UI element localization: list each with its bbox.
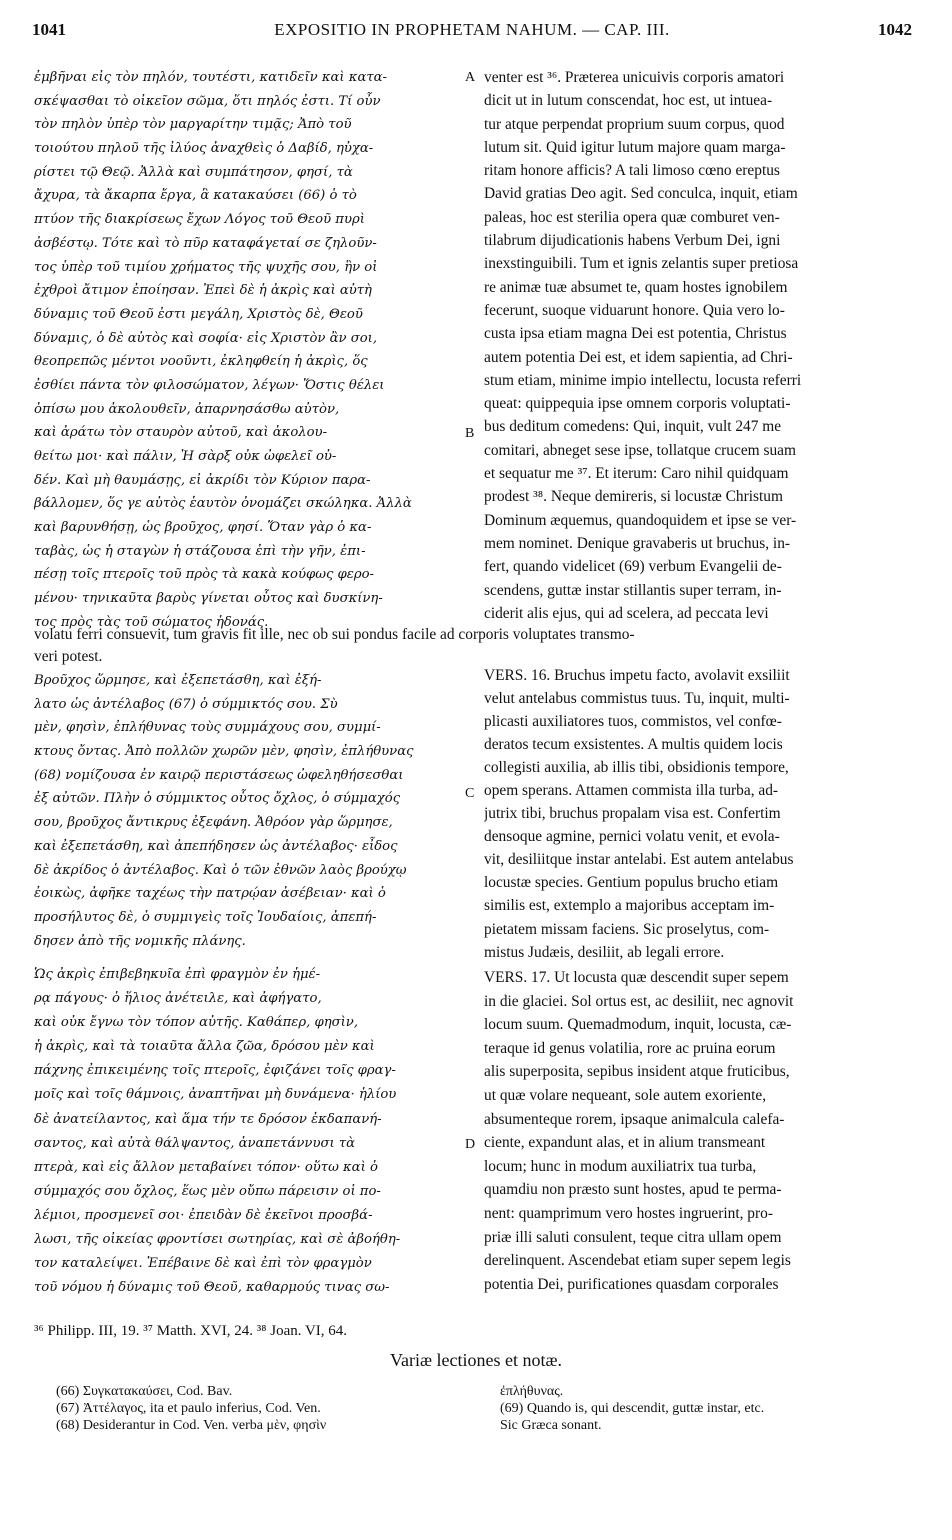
variae-left-column bbox=[56, 1383, 476, 1434]
text-line: stum etiam, minime impio intellectu, locusta referri bbox=[484, 371, 802, 389]
text-line: jutrix tibi, bruchus propalam visa est. Confertim bbox=[484, 805, 781, 823]
text-line: σου, βροῦχος ἄντικρυς ἐξεφάνη. Ἀθρόον γὰρ ὥρμησε, bbox=[34, 815, 393, 831]
latin-column-block-1 bbox=[484, 66, 914, 625]
text-line: VERS. 16. Bruchus impetu facto, avolavit exsiliit bbox=[484, 667, 790, 684]
text-line: (68) νομίζουσα ἐν καιρῷ περιστάσεως ὠφεληθήσεσθαι bbox=[34, 767, 404, 783]
text-line: volatu ferri consuevit, tum gravis fit ille, nec ob sui pondus facile ad corporis voluptates transmo- bbox=[34, 626, 635, 643]
text-line: custa ipsa etiam magna Dei est potentia, Christus bbox=[484, 325, 787, 343]
text-line: ἐοικὼς, ἀφῆκε ταχέως τὴν πατρῴαν ἀσέβειαν· καὶ ὁ bbox=[34, 886, 386, 902]
text-line: dicit ut in lutum conscendat, hoc est, ut intuea- bbox=[484, 92, 773, 110]
greek-column-block-2 bbox=[34, 669, 462, 953]
text-line: πέσῃ τοῖς πτεροῖς τοῦ πρὸς τὰ κακὰ κούφως φερο- bbox=[34, 567, 375, 583]
text-line: alis superposita, sepibus insident atque fruticibus, bbox=[484, 1063, 790, 1081]
text-line: nent: quamprimum vero hostes ingruerint, pro- bbox=[484, 1204, 773, 1222]
text-line: derelinquent. Ascendebat etiam super sepem legis bbox=[484, 1252, 791, 1270]
text-line: similis est, extemplo a majoribus acceptam im- bbox=[484, 897, 775, 915]
full-width-continuation bbox=[34, 624, 914, 668]
margin-letter-b: B bbox=[465, 426, 475, 441]
text-line: et sequatur me ³⁷. Et iterum: Caro nihil quidquam bbox=[484, 465, 789, 483]
text-line: μένου· τηνικαῦτα βαρὺς γίνεται οὗτος καὶ δυσκίνη- bbox=[34, 591, 383, 607]
text-line: τος ὑπὲρ τοῦ τιμίου χρήματος τῆς ψυχῆς σου, ἣν οἱ bbox=[34, 259, 378, 275]
text-line: ἐχθροὶ ἄτιμον ἐποίησαν. Ἐπεὶ δὲ ἡ ἀκρὶς καὶ αὐτὴ bbox=[34, 283, 372, 299]
text-line: λέμιοι, προσμενεῖ σοι· ἐπειδὰν δὲ ἐκεῖνοι προσβά- bbox=[34, 1207, 373, 1223]
latin-column-block-2 bbox=[484, 664, 914, 964]
text-line: πτύον τῆς διακρίσεως ἔχων Λόγος τοῦ Θεοῦ πυρὶ bbox=[34, 212, 365, 228]
text-line: vit, desiliitque instar antelabi. Est autem antelabus bbox=[484, 851, 794, 869]
text-line: θεοπρεπῶς μέντοι νοοῦντι, ἐκληφθείη ἡ ἀκρὶς, ὅς bbox=[34, 354, 368, 370]
text-line: ritam honore afficis? A tali limoso cœno ereptus bbox=[484, 162, 780, 180]
text-line: densoque agmine, pernici volatu venit, et evola- bbox=[484, 828, 780, 846]
text-line: tilabrum dijudicationis habens Verbum Dei, igni bbox=[484, 232, 781, 250]
text-line: σκέψασθαι τὸ οἰκεῖον σῶμα, ὅτι πηλός ἐστι. Τί οὖν bbox=[34, 93, 381, 109]
text-line: (67) Ἀττέλαγος, ita et paulo inferius, Cod. Ven. bbox=[56, 1401, 321, 1416]
text-line: Sic Græca sonant. bbox=[500, 1418, 602, 1433]
running-title: EXPOSITIO IN PROPHETAM NAHUM. — CAP. III. bbox=[274, 20, 670, 39]
text-line: bus deditum comedens: Qui, inquit, vult 247 me bbox=[484, 418, 782, 436]
text-line: quamdiu non præsto sunt hostes, apud te perma- bbox=[484, 1181, 782, 1199]
text-line: locum; hunc in modum auxiliatrix tua turba, bbox=[484, 1157, 757, 1175]
text-line: ταβὰς, ὡς ἡ σταγὼν ἡ στάζουσα ἐπὶ τὴν γῆν, ἐπι- bbox=[34, 543, 366, 559]
text-line: paleas, hoc est sterilia opera quæ comburet ven- bbox=[484, 208, 780, 226]
text-line: ciente, expandunt alas, et in alium transmeant bbox=[484, 1134, 766, 1152]
text-line: (66) Συγκατακαύσει, Cod. Bav. bbox=[56, 1384, 233, 1399]
text-line: δέν. Καὶ μὴ θαυμάσῃς, εἰ ἀκρίδι τὸν Κύριον παρα- bbox=[34, 472, 371, 488]
text-line: ρίστει τῷ Θεῷ. Ἀλλὰ καὶ συμπάτησον, φησί, τὰ bbox=[34, 164, 353, 180]
text-line: absumenteque rorem, ipsaque animalcula calefa- bbox=[484, 1110, 785, 1128]
text-line: θείτω μοι· καὶ πάλιν, Ἡ σὰρξ οὐκ ὠφελεῖ οὐ- bbox=[34, 449, 337, 464]
text-line: ciderit alis ejus, qui ad scelera, ad peccata levi bbox=[484, 604, 769, 622]
text-line: velut antelabus commistus tuus. Tu, inquit, multi- bbox=[484, 690, 790, 708]
text-line: tur atque perpendat proprium suum corpus, quod bbox=[484, 115, 785, 133]
text-line: Ὡς ἀκρὶς ἐπιβεβηκυῖα ἐπὶ φραγμὸν ἐν ἡμέ- bbox=[34, 967, 321, 982]
text-line: τος πρὸς τὰς τοῦ σώματος ἡδονάς. bbox=[34, 614, 269, 630]
text-line: priæ illi saluti consulent, teque citra ullam opem bbox=[484, 1228, 782, 1246]
text-line: potentia Dei, purificationes quasdam corporales bbox=[484, 1275, 779, 1293]
text-line: τον καταλείψει. Ἐπέβαινε δὲ καὶ ἐπὶ τὸν φραγμὸν bbox=[34, 1256, 372, 1272]
text-line: prodest ³⁸. Neque demireris, si locustæ Christum bbox=[484, 488, 783, 506]
greek-column-block-1 bbox=[34, 66, 462, 635]
margin-letter-a: A bbox=[465, 70, 476, 85]
text-line: in die glaciei. Sol ortus est, ac desiliit, nec agnovit bbox=[484, 992, 794, 1010]
text-line: deratos tecum exsistentes. A multis quidem locis bbox=[484, 736, 783, 754]
text-line: λωσι, τῆς οἰκείας φροντίσει σωτηρίας, καὶ σὲ ἀβοήθη- bbox=[34, 1232, 401, 1248]
text-line: ρᾳ πάγους· ὁ ἥλιος ἀνέτειλε, καὶ ἀφήγατο, bbox=[34, 991, 322, 1007]
text-line: ἐσθίει πάντα τὸν φιλοσώματον, λέγων· Ὅστις θέλει bbox=[34, 377, 385, 393]
text-line: ἐπλήθυνας. bbox=[500, 1384, 564, 1399]
text-line: (68) Desiderantur in Cod. Ven. verba μὲν, φησὶν bbox=[56, 1418, 327, 1433]
text-line: δὲ ἀνατείλαντος, καὶ ἅμα τήν τε δρόσον ἐκδαπανή- bbox=[34, 1111, 382, 1127]
text-line: ἐμβῆναι εἰς τὸν πηλόν, τουτέστι, κατιδεῖν καὶ κατα- bbox=[34, 70, 388, 85]
text-line: τοιούτου πηλοῦ τῆς ἰλύος ἀναχθεὶς ὁ Δαβίδ, ηὐχα- bbox=[34, 141, 374, 157]
text-line: πάχνης ἐπικειμένης τοῖς πτεροῖς, ἐφιζάνει τοῖς φραγ- bbox=[34, 1063, 396, 1079]
text-line: δησεν ἀπὸ τῆς νομικῆς πλάνης. bbox=[34, 933, 246, 949]
text-line: προσήλυτος δὲ, ὁ συμμιγεὶς τοῖς Ἰουδαίοις, ἀπεπή- bbox=[34, 909, 377, 925]
text-line: καὶ βαρυνθήσῃ, ὡς βροῦχος, φησί. Ὅταν γὰρ ὁ κα- bbox=[34, 520, 372, 536]
text-line: opem sperans. Attamen commista illa turba, ad- bbox=[484, 782, 779, 800]
text-line: inexstinguibili. Tum et ignis zelantis super pretiosa bbox=[484, 255, 799, 273]
text-line: Dominum æquemus, quandoquidem et ipse se ver- bbox=[484, 511, 797, 529]
text-line: δὲ ἀκρίδος ὁ ἀντέλαβος. Καὶ ὁ τῶν ἐθνῶν λαὸς βρούχῳ bbox=[34, 862, 407, 878]
greek-column-block-3 bbox=[34, 963, 462, 1300]
text-line: πτερὰ, καὶ εἰς ἄλλον μεταβαίνει τόπον· οὕτω καὶ ὁ bbox=[34, 1159, 378, 1175]
text-line: ἄχυρα, τὰ ἄκαρπα ἔργα, ἃ κατακαύσει (66) ὁ τὸ bbox=[34, 188, 357, 204]
text-line: σύμμαχός σου ὄχλος, ἕως μὲν οὔπω πάρεισιν οἱ πο- bbox=[34, 1183, 381, 1199]
text-line: re animæ tuæ absumet te, quam hostes ignobilem bbox=[484, 278, 788, 296]
text-line: venter est ³⁶. Præterea unicuivis corporis amatori bbox=[484, 69, 785, 86]
text-line: ἡ ἀκρὶς, καὶ τὰ τοιαῦτα ἄλλα ζῶα, δρόσου μὲν καὶ bbox=[34, 1039, 375, 1055]
text-line: δύναμις τοῦ Θεοῦ ἐστι μεγάλη, Χριστὸς δὲ, Θεοῦ bbox=[34, 306, 363, 322]
variae-right-column bbox=[500, 1383, 920, 1434]
text-line: τὸν πηλὸν ὑπὲρ τὸν μαργαρίτην τιμᾷς; Ἀπὸ τοῦ bbox=[34, 117, 352, 133]
latin-column-block-3 bbox=[484, 966, 914, 1296]
text-line: (69) Quando is, qui descendit, guttæ instar, etc. bbox=[500, 1401, 765, 1416]
text-line: Βροῦχος ὥρμησε, καὶ ἐξεπετάσθη, καὶ ἐξή- bbox=[34, 673, 322, 688]
text-line: plicasti auxiliatores tuos, commistos, vel confœ- bbox=[484, 713, 782, 731]
text-line: ut quæ volare nequeant, sole autem exoriente, bbox=[484, 1086, 767, 1104]
text-line: τοῦ νόμου ἡ δύναμις τοῦ Θεοῦ, καθαρμούς τινας σω- bbox=[34, 1280, 390, 1296]
text-line: ἐξ αὐτῶν. Πλὴν ὁ σύμμικτος οὗτος ὄχλος, ὁ σύμμαχός bbox=[34, 791, 401, 807]
text-line: ὀπίσω μου ἀκολουθεῖν, ἀπαρνησάσθω αὐτὸν, bbox=[34, 401, 340, 417]
text-line: ἀσβέστῳ. Τότε καὶ τὸ πῦρ καταφάγεταί σε ζηλοῦν- bbox=[34, 235, 377, 251]
text-line: κτους ὄντας. Ἀπὸ πολλῶν χωρῶν μὲν, φησὶν, ἐπλήθυνας bbox=[34, 744, 414, 760]
page-number-right: 1042 bbox=[878, 20, 912, 39]
text-line: mistus Judæis, desiliit, ab legali errore. bbox=[484, 943, 725, 961]
text-line: autem potentia Dei est, et idem sapientia, ad Chri- bbox=[484, 348, 793, 366]
text-line: lutum sit. Quid igitur lutum majore quam marga- bbox=[484, 138, 786, 156]
text-line: καὶ οὐκ ἔγνω τὸν τόπον αὐτῆς. Καθάπερ, φησὶν, bbox=[34, 1015, 359, 1031]
text-line: σαντος, καὶ αὐτὰ θάλψαντος, ἀναπετάννυσι τὰ bbox=[34, 1135, 356, 1151]
text-line: scendens, guttæ instar stillantis super terram, in- bbox=[484, 581, 782, 599]
text-line: καὶ ἀράτω τὸν σταυρὸν αὐτοῦ, καὶ ἀκολου- bbox=[34, 425, 328, 441]
page-number-left: 1041 bbox=[32, 20, 66, 39]
text-line: μοῖς καὶ τοῖς θάμνοις, ἀναπτῆναι μὴ δυνάμενα· ἡλίου bbox=[34, 1087, 397, 1103]
text-line: pietatem missam faciens. Sic proselytus, com- bbox=[484, 920, 770, 938]
text-line: VERS. 17. Ut locusta quæ descendit super sepem bbox=[484, 969, 789, 986]
text-line: locustæ species. Gentium populus brucho etiam bbox=[484, 874, 779, 892]
text-line: fert, quando videlicet (69) verbum Evangelii de- bbox=[484, 558, 782, 576]
text-line: mem nominet. Denique gravaberis ut bruchus, in- bbox=[484, 534, 791, 552]
margin-letter-c: C bbox=[465, 786, 475, 801]
margin-letter-d: D bbox=[465, 1137, 476, 1152]
variae-lectiones-title: Variæ lectiones et notæ. bbox=[390, 1350, 562, 1370]
text-line: locum suum. Quemadmodum, inquit, locusta, cæ- bbox=[484, 1016, 792, 1034]
text-line: David gratias Deo agit. Sed conculca, inquit, etiam bbox=[484, 185, 798, 203]
text-line: καὶ ἐξεπετάσθη, καὶ ἀπεπήδησεν ὡς ἀντέλαβος· εἶδος bbox=[34, 838, 398, 854]
text-line: μὲν, φησὶν, ἐπλήθυνας τοὺς συμμάχους σου, συμμί- bbox=[34, 720, 381, 736]
text-line: βάλλομεν, ὅς γε αὐτὸς ἑαυτὸν ὀνομάζει σκώληκα. Ἀλλὰ bbox=[34, 496, 412, 512]
page-header bbox=[32, 20, 912, 48]
text-line: λατο ὡς ἀντέλαβος (67) ὁ σύμμικτός σου. Σὺ bbox=[34, 696, 338, 712]
text-line: fecerunt, suoque viduarunt honore. Quia vero lo- bbox=[484, 301, 785, 319]
footnotes: ³⁶ Philipp. III, 19. ³⁷ Matth. XVI, 24. ³⁸ Joan. VI, 64. bbox=[34, 1323, 348, 1339]
text-line: veri potest. bbox=[34, 648, 103, 665]
text-line: comitari, abneget sese ipse, tollatque crucem suam bbox=[484, 441, 796, 459]
text-line: teraque id genus volatilia, rore ac pruina eorum bbox=[484, 1039, 776, 1057]
text-line: δύναμις, ὁ δὲ αὐτὸς καὶ σοφία· εἰς Χριστὸν ἂν σοι, bbox=[34, 330, 378, 346]
text-line: queat: quippequia ipse omnem corporis voluptati- bbox=[484, 395, 791, 413]
text-line: collegisti auxilia, ab illis tibi, obsidionis tempore, bbox=[484, 759, 789, 777]
